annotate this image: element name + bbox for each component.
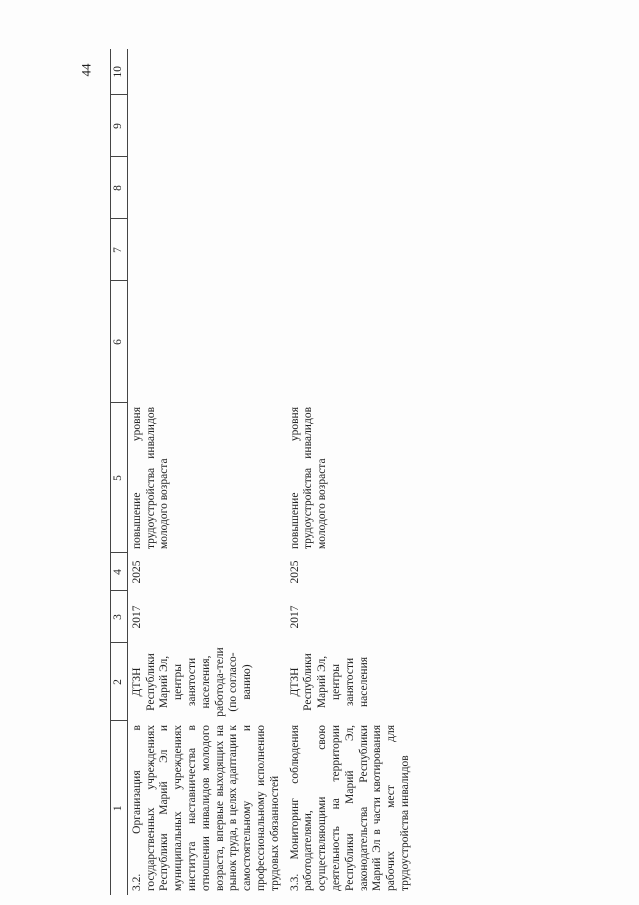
end-year-cell: 2025 (288, 560, 301, 584)
column-10-cell (127, 49, 285, 95)
measure-cell: 3.3. Мониторинг соблюдения работодателями, осуществляющими свою деятельность на территории Республики Марий Эл, законодательства Республики Марий Эл в части квотирования рабочих мест для трудоустройства инвалидов (288, 725, 411, 891)
table-row (286, 49, 416, 895)
column-header: 5 (111, 403, 128, 553)
column-10-cell (286, 49, 416, 95)
column-9-cell (127, 95, 285, 157)
end-year-cell: 2025 (130, 560, 143, 584)
column-6-cell (127, 281, 285, 403)
executor-cell: ДТЗН Республики Марий Эл, центры занятости населения (288, 653, 370, 711)
column-8-cell (127, 157, 285, 219)
column-header: 3 (111, 591, 128, 643)
column-6-cell (286, 281, 416, 403)
program-table (110, 49, 416, 895)
column-header: 4 (111, 553, 128, 591)
measure-cell: 3.2. Организация в государственных учреждениях Республики Марий Эл и муниципальных учреждениях института наставничества в отношении инвалидов молодого возраста, впервые выходящих на рынок труда, в целях адаптации к самостоятельному и профессиональному исполнению трудовых обязанностей (130, 725, 281, 891)
executor-cell: ДТЗН Республики Марий Эл, центры занятости населения, работода-тели (по согласо-ванию) (130, 647, 254, 717)
result-cell: повышение уровня трудоустройства инвалидов молодого возраста (130, 407, 171, 549)
page-number: 44 (78, 63, 94, 77)
rotated-table-container (110, 49, 540, 895)
column-header: 8 (111, 157, 128, 219)
column-7-cell (286, 219, 416, 281)
column-header: 1 (111, 721, 128, 895)
column-header: 2 (111, 643, 128, 721)
column-header: 6 (111, 281, 128, 403)
table-row (127, 49, 285, 895)
column-header: 9 (111, 95, 128, 157)
start-year-cell: 2017 (288, 605, 301, 629)
result-cell: повышение уровня трудоустройства инвалидов молодого возраста (288, 407, 329, 549)
column-8-cell (286, 157, 416, 219)
start-year-cell: 2017 (130, 605, 143, 629)
column-number-row (111, 49, 128, 895)
column-7-cell (127, 219, 285, 281)
column-header: 7 (111, 219, 128, 281)
column-header: 10 (111, 49, 128, 95)
column-9-cell (286, 95, 416, 157)
